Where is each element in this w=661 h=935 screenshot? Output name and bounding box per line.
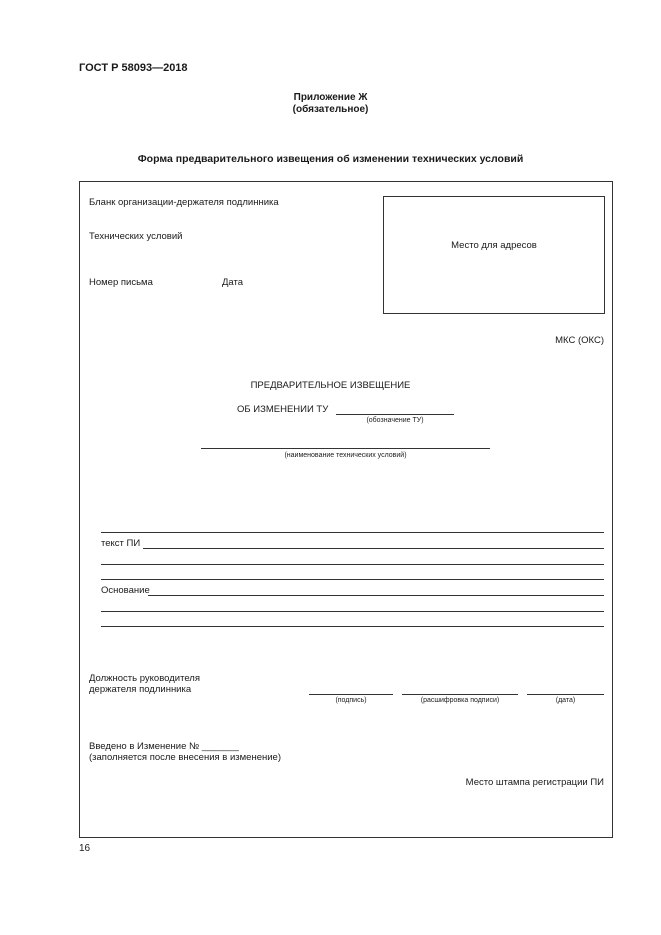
tu-designation-line: [336, 414, 454, 415]
tu-name-hint: (наименование технических условий): [284, 452, 407, 459]
text-line-4: [101, 579, 604, 580]
filled-after-note: (заполняется после внесения в изменение): [89, 752, 281, 763]
head-position-line2: держателя подлинника: [89, 684, 192, 695]
signature-line: [309, 694, 393, 695]
address-place-label: Место для адресов: [451, 240, 537, 251]
signature-decoding-line: [402, 694, 518, 695]
address-box: [383, 196, 605, 314]
about-change-label: ОБ ИЗМЕНЕНИИ ТУ: [237, 404, 329, 415]
text-line-6: [101, 611, 604, 612]
text-pi-line: [143, 548, 604, 549]
signature-hint: (подпись): [335, 697, 367, 704]
head-position-line1: Должность руководителя: [89, 673, 200, 684]
page-number: 16: [79, 843, 91, 854]
appendix-title: Приложение Ж: [293, 92, 368, 103]
letter-number-label: Номер письма: [89, 277, 153, 288]
mks-label: МКС (ОКС): [555, 335, 604, 346]
text-line-3: [101, 564, 604, 565]
date-hint: (дата): [555, 697, 576, 704]
basis-line: [148, 595, 604, 596]
stamp-place-label: Место штампа регистрации ПИ: [465, 777, 604, 788]
form-title: Форма предварительного извещения об изменении технических условий: [137, 153, 524, 165]
tech-conditions-label: Технических условий: [89, 231, 183, 242]
tu-name-line: [201, 448, 490, 449]
org-blank-label: Бланк организации-держателя подлинника: [89, 197, 279, 208]
notice-title: ПРЕДВАРИТЕЛЬНОЕ ИЗВЕЩЕНИЕ: [250, 380, 411, 391]
basis-label: Основание: [101, 585, 150, 596]
date-label: Дата: [222, 277, 244, 288]
signature-decoding-hint: (расшифровка подписи): [420, 697, 500, 704]
appendix-status: (обязательное): [292, 104, 369, 115]
tu-designation-hint: (обозначение ТУ): [366, 417, 424, 424]
text-pi-label: текст ПИ: [101, 538, 141, 549]
text-line-1: [101, 532, 604, 533]
text-line-7: [101, 626, 604, 627]
date-line: [527, 694, 604, 695]
document-code: ГОСТ Р 58093—2018: [79, 62, 188, 74]
introduced-in-change: Введено в Изменение № _______: [89, 741, 239, 752]
